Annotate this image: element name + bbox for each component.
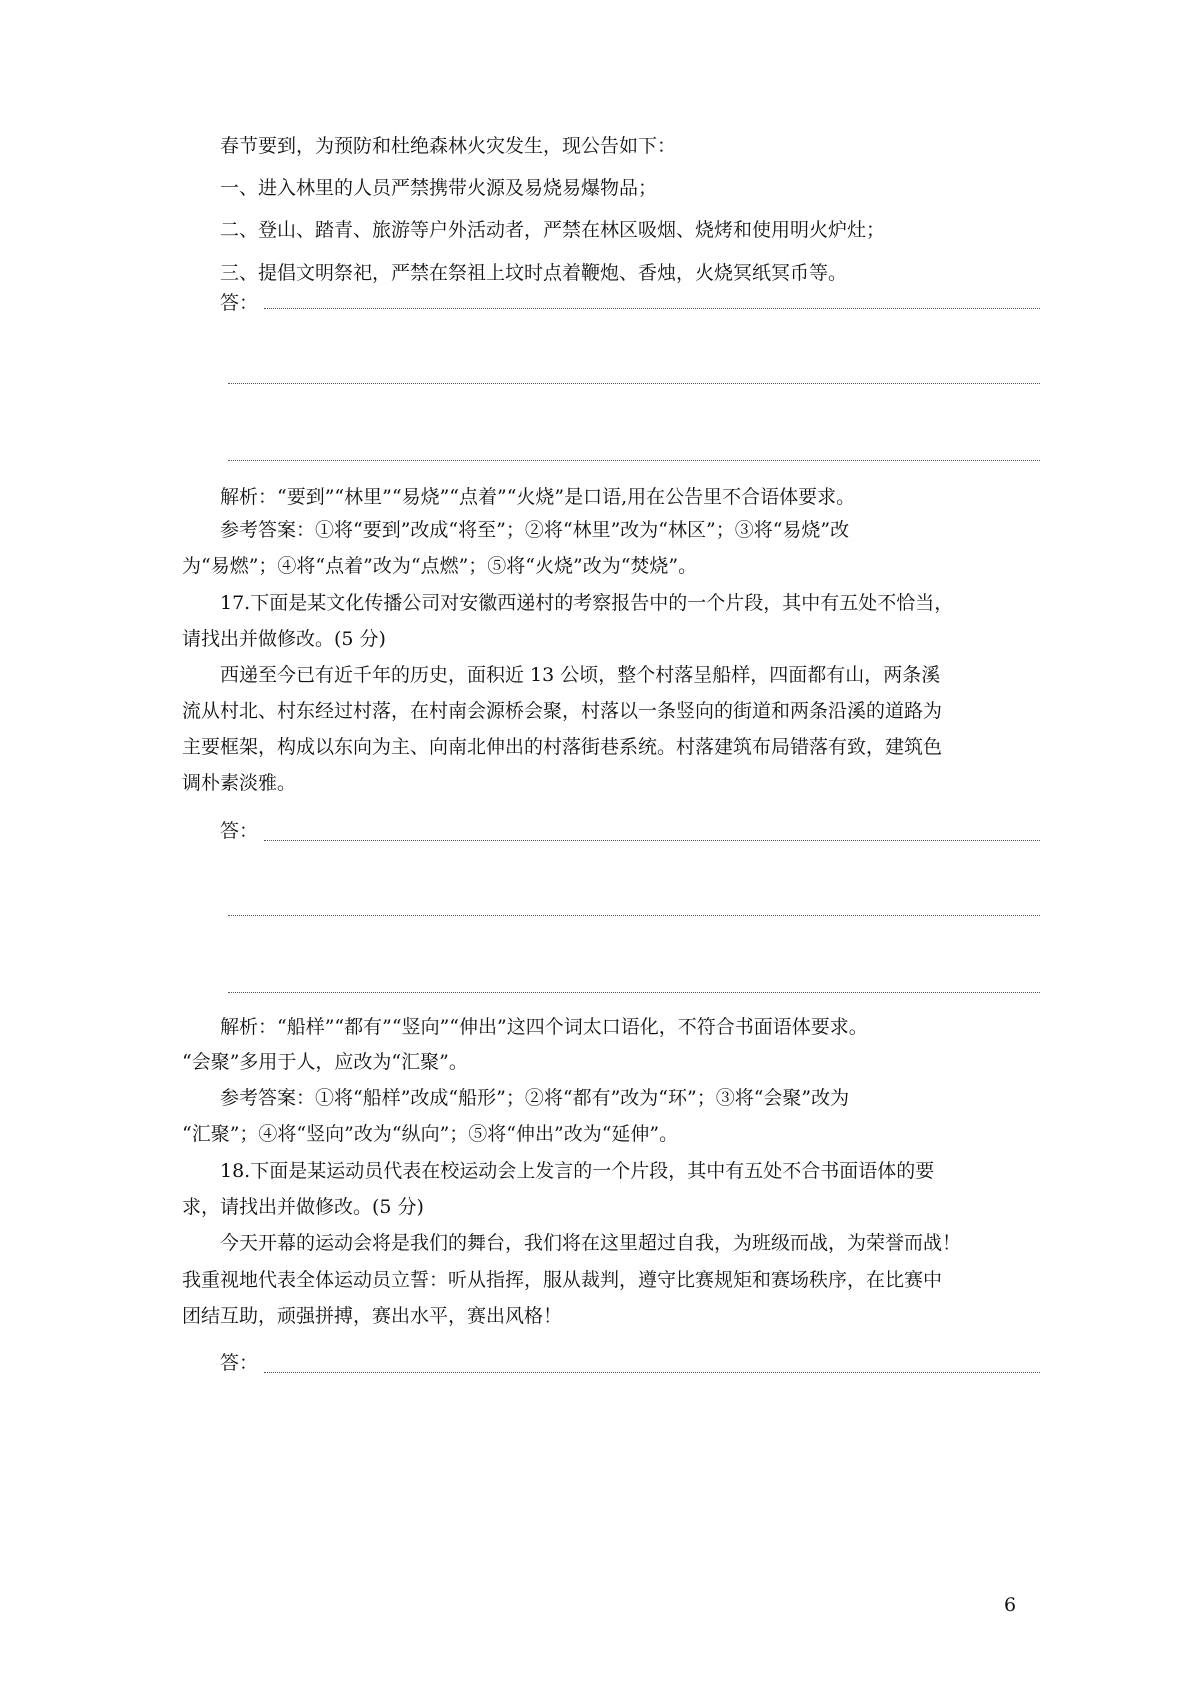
q17-reference-line-2: “汇聚”；④将“竖向”改为“纵向”；⑤将“伸出”改为“延伸”。: [182, 1123, 679, 1145]
answer-area-16: [220, 290, 1020, 316]
q17-analysis-line-2: “会聚”多用于人，应改为“汇聚”。: [182, 1051, 468, 1073]
notice-item-2: 二、登山、踏青、旅游等户外活动者，严禁在林区吸烟、烧烤和使用明火炉灶；: [220, 219, 886, 241]
answer-line[interactable]: [264, 840, 1040, 841]
q17-reference-line-1: 参考答案：①将“船样”改成“船形”；②将“都有”改为“环”；③将“会聚”改为: [220, 1087, 850, 1109]
q18-question-line-1: 18.下面是某运动员代表在校运动会上发言的一个片段，其中有五处不合书面语体的要: [220, 1160, 935, 1182]
notice-item-3: 三、提倡文明祭祀，严禁在祭祖上坟时点着鞭炮、香烛，火烧冥纸冥币等。: [220, 262, 848, 284]
answer-label: 答：: [220, 292, 259, 314]
q16-reference-line-1: 参考答案：①将“要到”改成“将至”；②将“林里”改为“林区”；③将“易烧”改: [220, 519, 850, 541]
q18-passage-line-1: 今天开幕的运动会将是我们的舞台，我们将在这里超过自我，为班级而战，为荣誉而战！: [220, 1232, 962, 1254]
answer-line[interactable]: [228, 915, 1040, 916]
answer-line[interactable]: [228, 460, 1040, 461]
q17-passage-line-2: 流从村北、村东经过村落，在村南会源桥会聚，村落以一条竖向的街道和两条沿溪的道路为: [182, 700, 943, 722]
q16-reference-line-2: 为“易燃”；④将“点着”改为“点燃”；⑤将“火烧”改为“焚烧”。: [182, 555, 698, 577]
notice-intro: 春节要到，为预防和杜绝森林火灾发生，现公告如下：: [220, 135, 677, 157]
answer-label: 答：: [220, 1352, 259, 1374]
notice-item-1: 一、进入林里的人员严禁携带火源及易烧易爆物品；: [220, 177, 658, 199]
q18-passage-line-2: 我重视地代表全体运动员立誓：听从指挥，服从裁判，遵守比赛规矩和赛场秩序，在比赛中: [182, 1269, 943, 1291]
answer-line[interactable]: [264, 308, 1040, 309]
answer-line[interactable]: [228, 992, 1040, 993]
q17-passage-line-4: 调朴素淡雅。: [182, 772, 297, 794]
answer-line[interactable]: [264, 1372, 1040, 1373]
q17-question-line-2: 请找出并做修改。(5 分): [182, 628, 386, 650]
answer-label: 答：: [220, 820, 259, 842]
q17-passage-line-1: 西递至今已有近千年的历史，面积近 13 公顷，整个村落呈船样，四面都有山，两条溪: [220, 664, 941, 686]
q18-passage-line-3: 团结互助，顽强拼搏，赛出水平，赛出风格！: [182, 1305, 563, 1327]
q16-analysis: 解析：“要到”“林里”“易烧”“点着”“火烧”是口语,用在公告里不合语体要求。: [220, 486, 856, 508]
q17-passage-line-3: 主要框架，构成以东向为主、向南北伸出的村落街巷系统。村落建筑布局错落有致，建筑色: [182, 736, 943, 758]
answer-line[interactable]: [228, 383, 1040, 384]
q17-question-line-1: 17.下面是某文化传播公司对安徽西递村的考察报告中的一个片段，其中有五处不恰当，: [220, 592, 954, 614]
page-number: 6: [1004, 1594, 1017, 1616]
q17-analysis-line-1: 解析：“船样”“都有”“竖向”“伸出”这四个词太口语化，不符合书面语体要求。: [220, 1016, 868, 1038]
q18-question-line-2: 求，请找出并做修改。(5 分): [182, 1196, 424, 1218]
